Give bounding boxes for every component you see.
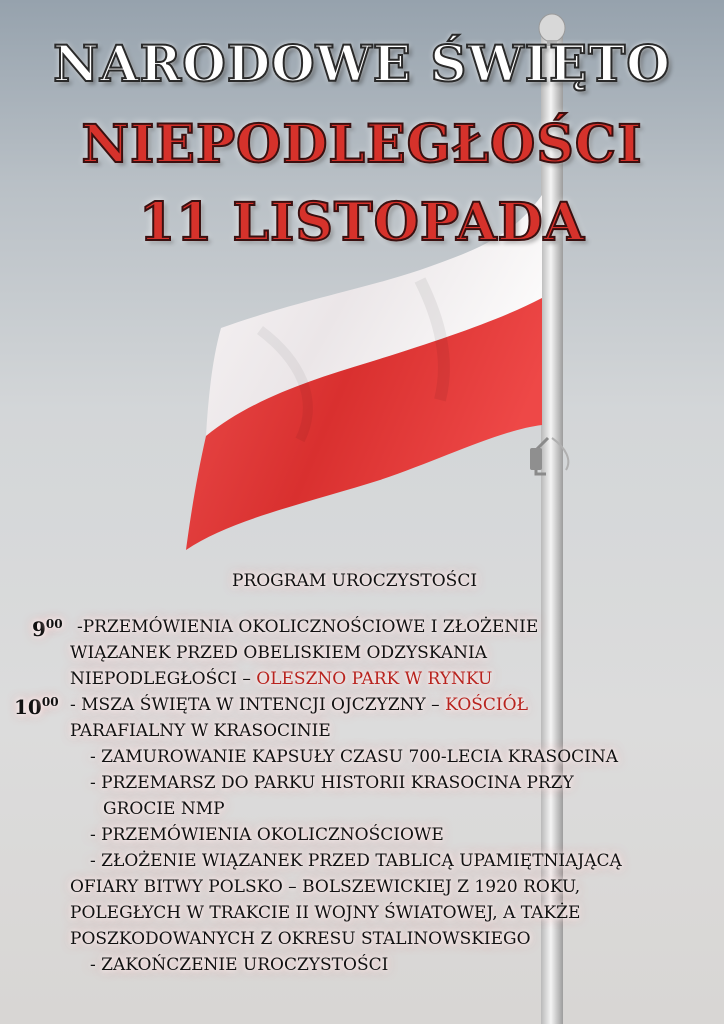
time-label-10	[14, 689, 59, 720]
time-minutes: 00	[41, 695, 59, 709]
program-subitem: GROCIE NMP	[103, 799, 225, 819]
program-place: KOŚCIÓŁ	[445, 695, 528, 715]
time-hour: 10	[14, 695, 42, 719]
title-independence: NIEPODLEGŁOŚCI	[81, 114, 643, 175]
program-item-text: NIEPODLEGŁOŚCI –	[70, 669, 257, 689]
program-item-line	[70, 666, 492, 692]
program-subitem: - PRZEMARSZ DO PARKU HISTORII KRASOCINA PRZY	[90, 773, 574, 793]
program-item-text: - MSZA ŚWIĘTA W INTENCJI OJCZYZNY –	[70, 695, 446, 715]
program-heading: PROGRAM UROCZYSTOŚCI	[232, 571, 478, 591]
program-subitem: POSZKODOWANYCH Z OKRESU STALINOWSKIEGO	[70, 929, 531, 949]
program-subitem: - ZAKOŃCZENIE UROCZYSTOŚCI	[90, 955, 389, 975]
title-national-holiday: NARODOWE ŚWIĘTO	[53, 34, 671, 93]
time-minutes: 00	[45, 617, 63, 631]
time-hour: 9	[32, 617, 46, 641]
program-subitem: POLEGŁYCH W TRAKCIE II WOJNY ŚWIATOWEJ, A TAKŻE	[70, 903, 581, 923]
program-subitem: - ZAMUROWANIE KAPSUŁY CZASU 700-LECIA KRASOCINA	[90, 747, 619, 767]
time-label-9	[32, 611, 63, 642]
program-subitem: OFIARY BITWY POLSKO – BOLSZEWICKIEJ Z 1920 ROKU,	[70, 877, 581, 897]
program-item-line: -PRZEMÓWIENIA OKOLICZNOŚCIOWE I ZŁOŻENIE	[77, 617, 539, 637]
program-subitem: - ZŁOŻENIE WIĄZANEK PRZED TABLICĄ UPAMIĘTNIAJĄCĄ	[90, 851, 622, 871]
program-item-line: WIĄZANEK PRZED OBELISKIEM ODZYSKANIA	[70, 643, 487, 663]
program-subitem: - PRZEMÓWIENIA OKOLICZNOŚCIOWE	[90, 825, 444, 845]
program-place: OLESZNO PARK W RYNKU	[256, 669, 493, 689]
title-date: 11 LISTOPADA	[138, 192, 585, 253]
program-place: PARAFIALNY W KRASOCINIE	[70, 721, 331, 741]
program-item-line	[70, 692, 528, 718]
